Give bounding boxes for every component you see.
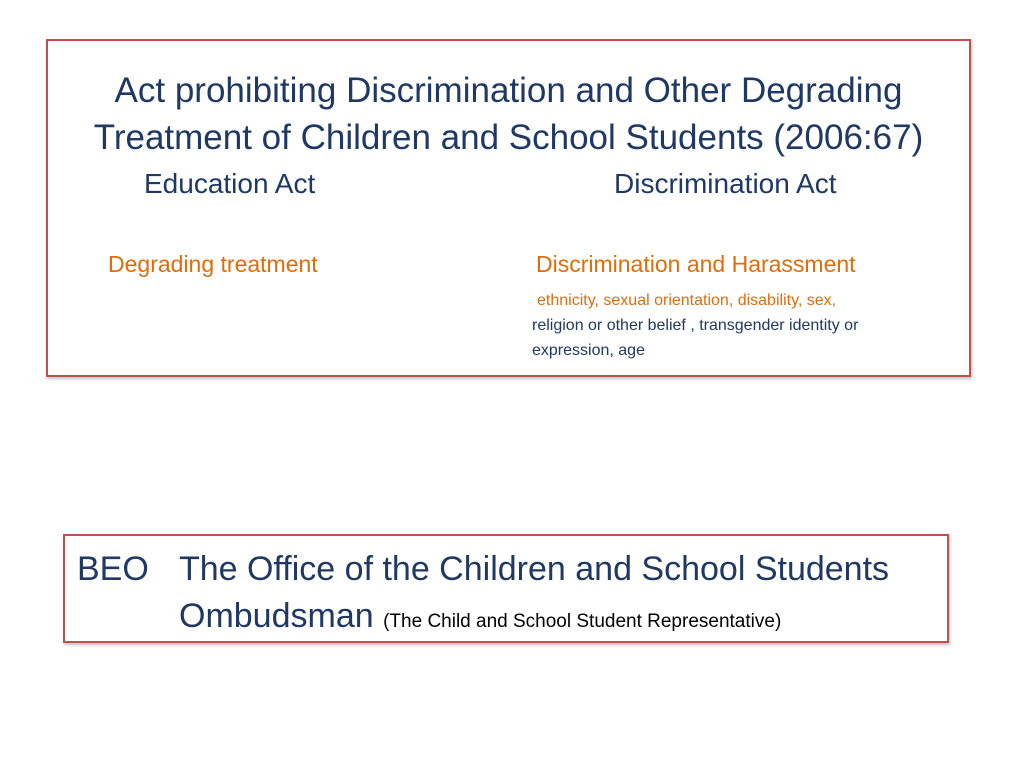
ombudsman-box bbox=[63, 534, 949, 643]
parenthetical-open: ( bbox=[383, 611, 390, 632]
discrimination-harassment-label: Discrimination and Harassment bbox=[536, 251, 856, 277]
ombudsman-parenthetical: The Child and School Student Representative bbox=[389, 611, 775, 632]
ombudsman-name-word: Ombudsman bbox=[179, 597, 374, 635]
discrimination-act-label: Discrimination Act bbox=[614, 168, 837, 199]
grounds-line-2: religion or other belief , transgender identity or bbox=[532, 317, 859, 334]
beo-abbreviation: BEO bbox=[77, 550, 149, 588]
parenthetical-close: ) bbox=[774, 611, 782, 632]
grounds-line-3: expression, age bbox=[532, 342, 645, 359]
acts-title-line-2: Treatment of Children and School Students (2006:67) bbox=[93, 118, 924, 157]
acts-box bbox=[46, 39, 971, 377]
ombudsman-name-line-1: The Office of the Children and School Students bbox=[179, 550, 890, 588]
education-act-label: Education Act bbox=[144, 168, 316, 199]
degrading-treatment-label: Degrading treatment bbox=[108, 251, 318, 277]
acts-title-line-1: Act prohibiting Discrimination and Other Degrading bbox=[114, 71, 903, 110]
grounds-line-1: ethnicity, sexual orientation, disability, sex, bbox=[537, 292, 837, 309]
ombudsman-name-line-2 bbox=[179, 597, 781, 641]
